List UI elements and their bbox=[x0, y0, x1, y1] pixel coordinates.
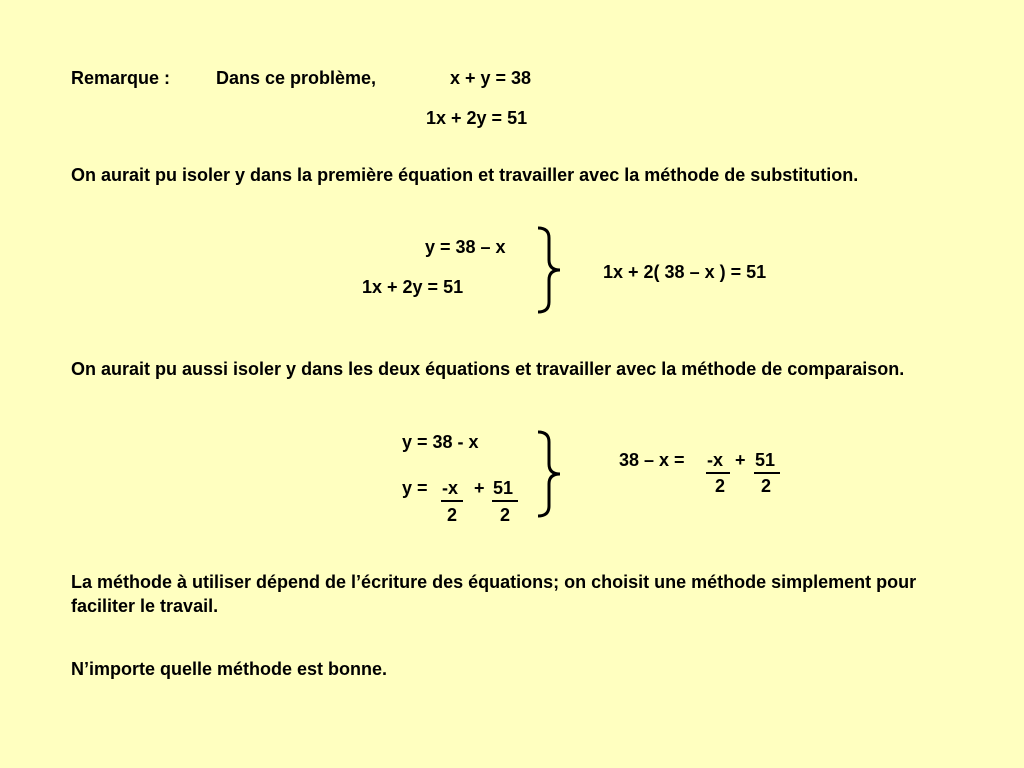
conclusion-paragraph: La méthode à utiliser dépend de l’écriture des équations; on choisit une méthode simplement pour faciliter le travail. bbox=[71, 572, 917, 616]
final-statement: N’importe quelle méthode est bonne. bbox=[71, 659, 388, 679]
comparison-eq-b-fraction-bar-2 bbox=[492, 500, 518, 502]
substitution-result: 1x + 2( 38 – x ) = 51 bbox=[603, 262, 767, 282]
comparison-eq-b-prefix: y = bbox=[402, 478, 428, 498]
substitution-equation-b: 1x + 2y = 51 bbox=[362, 277, 464, 297]
comparison-eq-b-denominator-1: 2 bbox=[447, 505, 458, 525]
comparison-paragraph: On aurait pu aussi isoler y dans les deux équations et travailler avec la méthode de comparaison. bbox=[71, 359, 905, 379]
comparison-result-fraction-bar-2 bbox=[754, 472, 780, 474]
comparison-eq-b-numerator-1: -x bbox=[442, 478, 459, 498]
comparison-brace-icon bbox=[534, 430, 564, 518]
comparison-result-denominator-1: 2 bbox=[715, 476, 726, 496]
comparison-result-fraction-bar-1 bbox=[706, 472, 730, 474]
comparison-eq-b-numerator-2: 51 bbox=[493, 478, 514, 498]
system-equation-2: 1x + 2y = 51 bbox=[426, 108, 528, 128]
comparison-result-numerator-1: -x bbox=[707, 450, 724, 470]
remark-label: Remarque : bbox=[71, 68, 171, 88]
comparison-eq-b-fraction-bar-1 bbox=[441, 500, 463, 502]
remark-intro: Dans ce problème, bbox=[216, 68, 377, 88]
comparison-result-numerator-2: 51 bbox=[755, 450, 776, 470]
comparison-eq-b-plus: + bbox=[474, 478, 485, 498]
comparison-eq-b-denominator-2: 2 bbox=[500, 505, 511, 525]
substitution-equation-a: y = 38 – x bbox=[425, 237, 506, 257]
substitution-brace-icon bbox=[534, 226, 564, 314]
comparison-result-plus: + bbox=[735, 450, 746, 470]
system-equation-1: x + y = 38 bbox=[450, 68, 532, 88]
comparison-result-denominator-2: 2 bbox=[761, 476, 772, 496]
comparison-equation-a: y = 38 - x bbox=[402, 432, 479, 452]
substitution-paragraph: On aurait pu isoler y dans la première équation et travailler avec la méthode de substitution. bbox=[71, 165, 859, 185]
comparison-result-prefix: 38 – x = bbox=[619, 450, 685, 470]
